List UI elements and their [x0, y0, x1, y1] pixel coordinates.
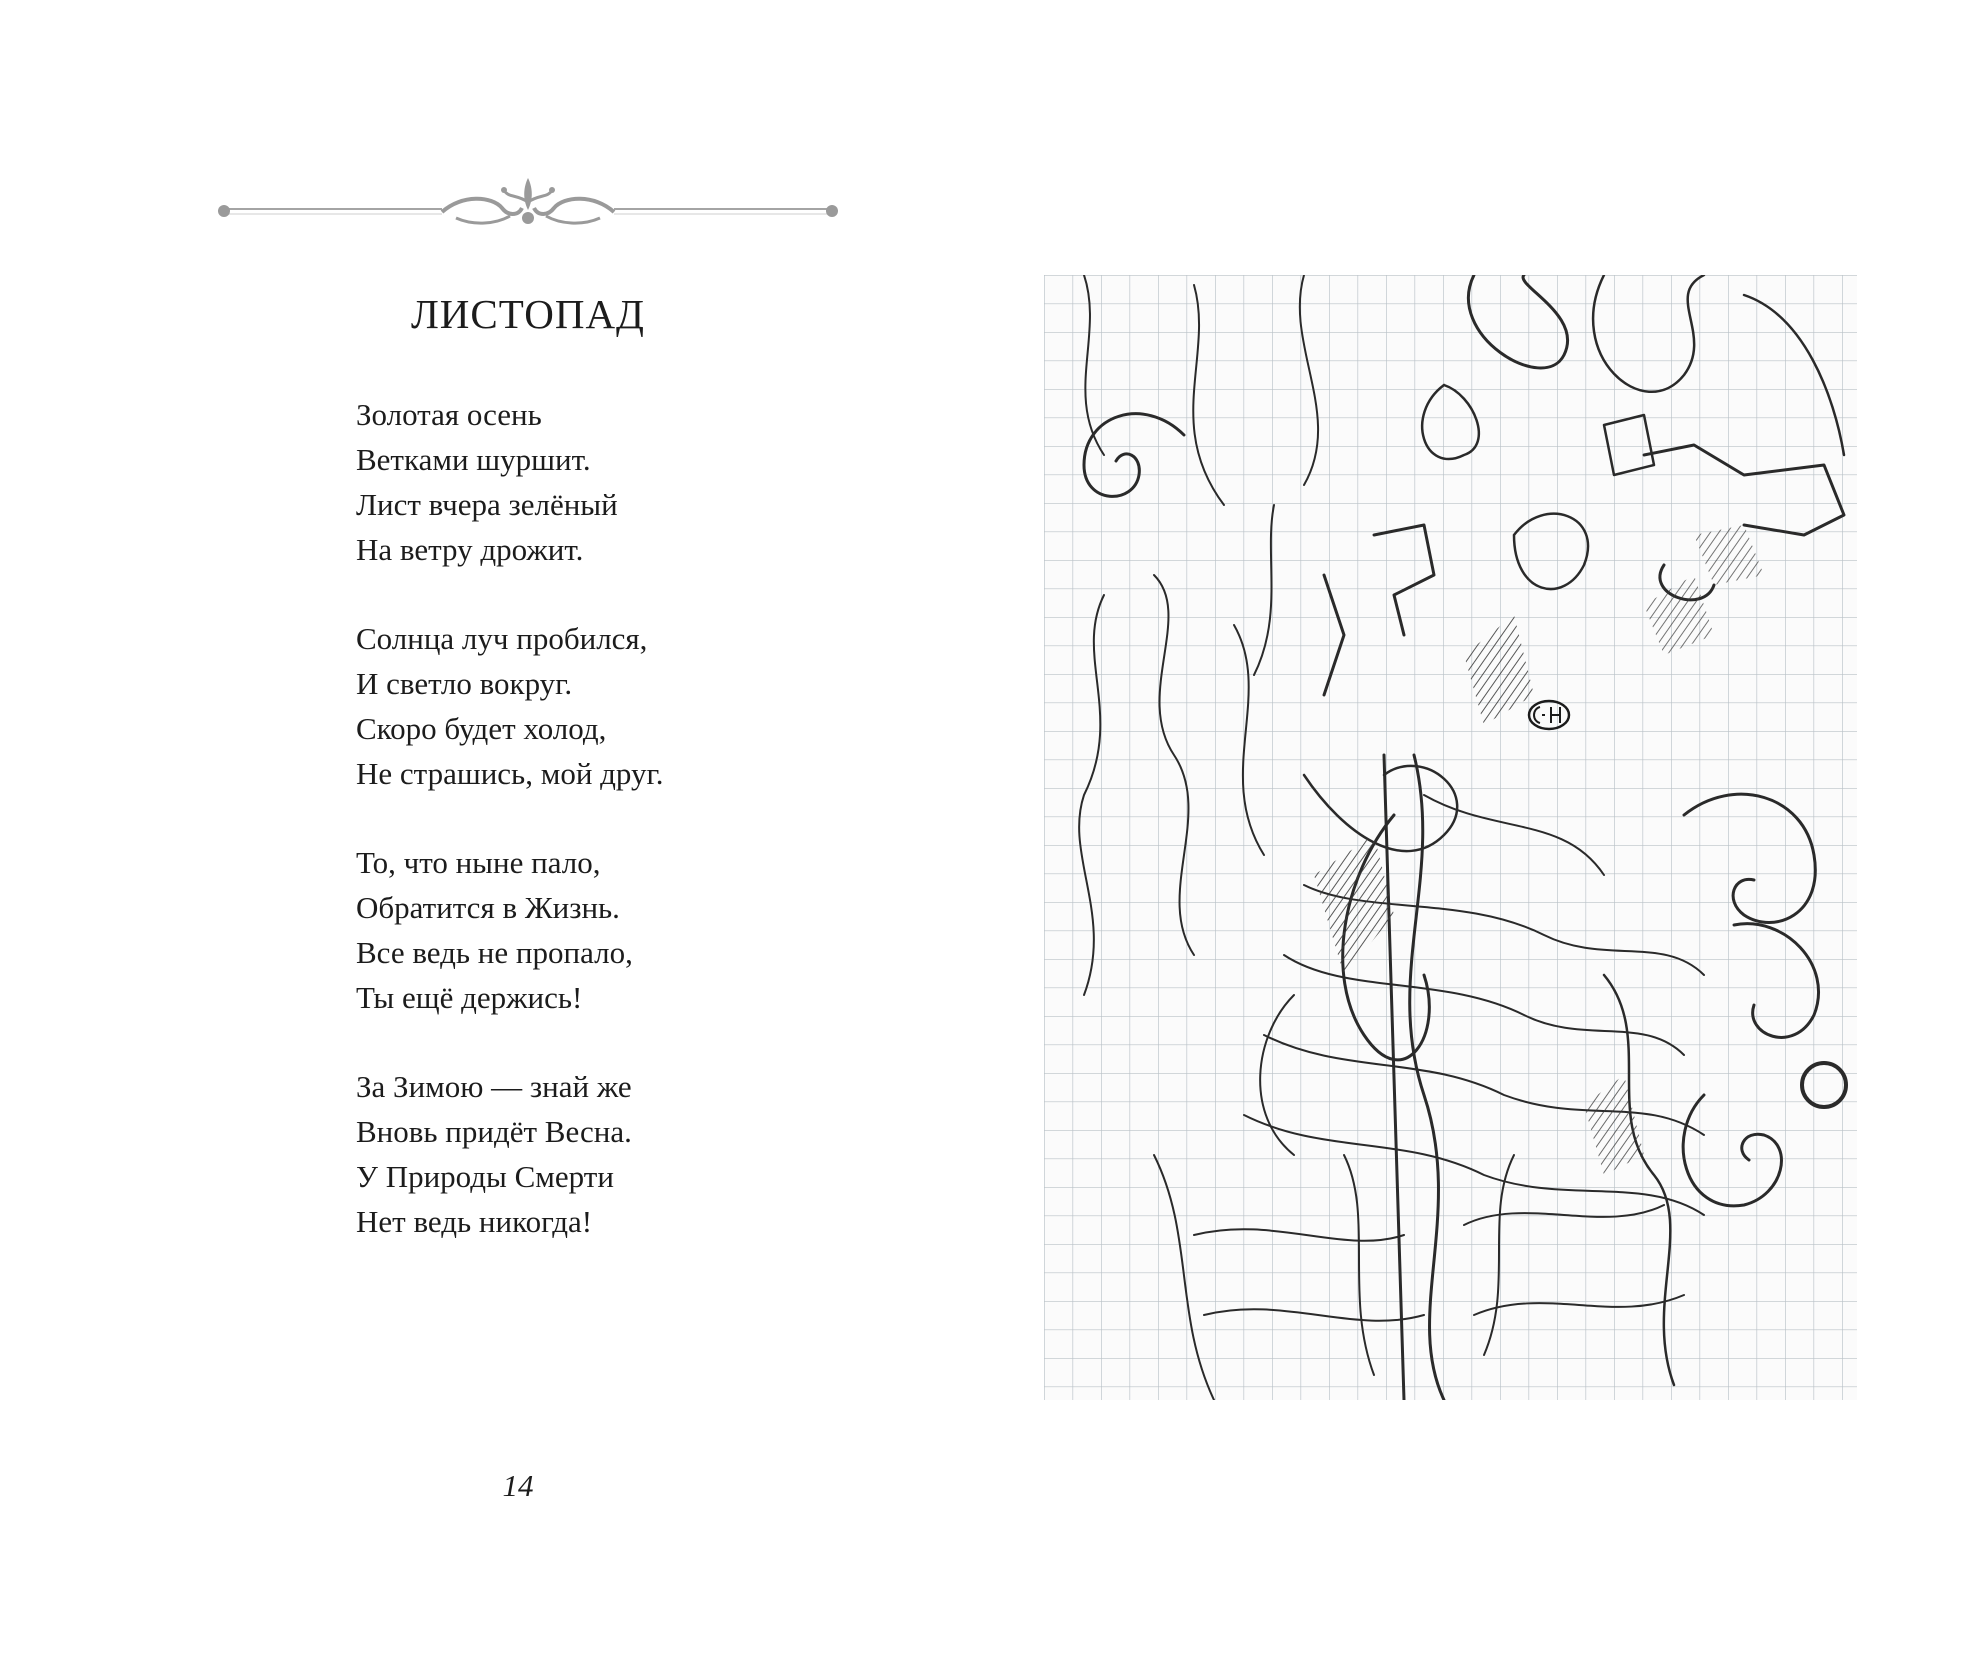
- poem-line: За Зимою — знай же: [356, 1069, 632, 1104]
- poem-line: У Природы Смерти: [356, 1159, 614, 1194]
- sketch-canvas: [1044, 275, 1857, 1400]
- poem-line: Вновь придёт Весна.: [356, 1114, 632, 1149]
- poem-line: И светло вокруг.: [356, 666, 573, 701]
- poem-line: Лист вчера зелёный: [356, 487, 618, 522]
- ornament-divider-icon: [212, 172, 844, 234]
- poem-line: Все ведь не пропало,: [356, 935, 633, 970]
- poem-line: Обратится в Жизнь.: [356, 890, 620, 925]
- poem-line: Скоро будет холод,: [356, 711, 607, 746]
- stanza: [356, 840, 836, 1020]
- stanza: [356, 1064, 836, 1244]
- poem-line: То, что ныне пало,: [356, 845, 601, 880]
- stanza: [356, 616, 836, 796]
- stanza: [356, 392, 836, 572]
- poem-line: Золотая осень: [356, 397, 542, 432]
- poem-title: ЛИСТОПАД: [410, 291, 646, 337]
- poem-line: На ветру дрожит.: [356, 532, 584, 567]
- page-number: 14: [502, 1468, 534, 1503]
- poem-line: Нет ведь никогда!: [356, 1204, 593, 1239]
- poem-body: [356, 392, 836, 1288]
- pencil-sketch-illustration: [1044, 275, 1857, 1400]
- poem-line: Не страшись, мой друг.: [356, 756, 664, 791]
- poem-line: Ветками шуршит.: [356, 442, 591, 477]
- poem-line: Солнца луч пробился,: [356, 621, 648, 656]
- poem-line: Ты ещё держись!: [356, 980, 583, 1015]
